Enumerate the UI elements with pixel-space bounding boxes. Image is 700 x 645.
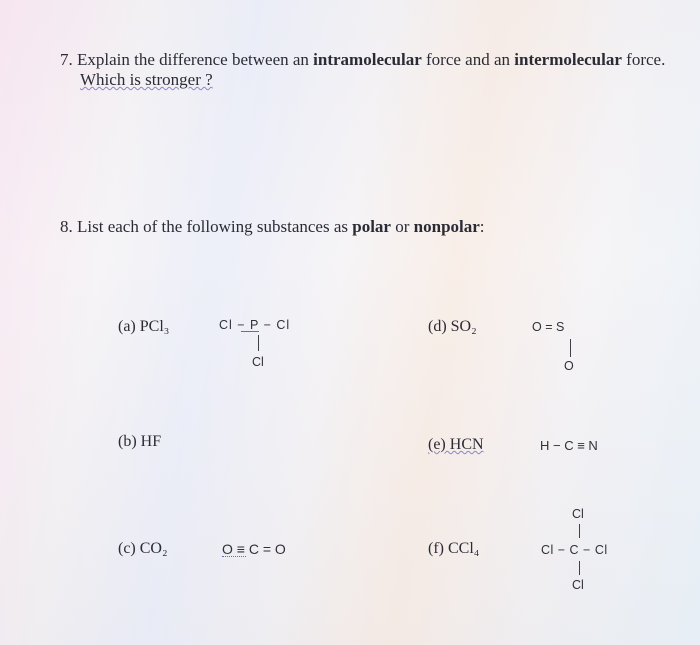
item-a-bond-vertical xyxy=(258,335,259,351)
item-a-structure-bottom: Cl xyxy=(252,355,264,369)
item-e-structure: H − C ≡ N xyxy=(540,438,598,453)
item-a-label: (a) PCl₃ xyxy=(118,318,170,335)
item-f-structure-mid: Cl − C − Cl xyxy=(541,543,608,557)
q7-text-c: force. xyxy=(621,50,666,69)
item-a-structure: Cl − P − Cl xyxy=(219,318,291,332)
item-d-structure-bottom: O xyxy=(564,359,574,373)
q8-polar: polar xyxy=(352,217,391,236)
item-f-structure-top: Cl xyxy=(572,507,584,521)
item-b-label: (b) HF xyxy=(118,433,162,450)
item-f-structure-bottom: Cl xyxy=(572,578,584,592)
q7-intramolecular: intramolecular xyxy=(313,50,422,69)
item-d-structure-top: O = S xyxy=(532,320,565,334)
q8-text-a: List each of the following substances as xyxy=(77,217,353,236)
q7-line2: Which is stronger ? xyxy=(80,70,213,89)
item-f-label: (f) CCl₄ xyxy=(428,540,480,557)
item-f-bond-top xyxy=(579,524,580,538)
item-f-bond-bottom xyxy=(579,561,580,575)
item-c-structure: O ≡ C = O xyxy=(222,541,286,557)
q7-text-b: force and an xyxy=(421,50,515,69)
question-7 xyxy=(60,50,690,90)
question-8 xyxy=(60,217,485,237)
q8-or: or xyxy=(390,217,414,236)
item-d-label: (d) SO₂ xyxy=(428,318,477,335)
q8-colon: : xyxy=(479,217,485,236)
q7-text-a: Explain the difference between an xyxy=(77,50,314,69)
item-c-label: (c) CO₂ xyxy=(118,540,168,557)
item-a-ink-mark xyxy=(241,331,259,332)
q8-number: 8. xyxy=(60,217,73,236)
item-e-label: (e) HCN xyxy=(428,436,484,453)
item-d-bond-vertical xyxy=(570,339,571,357)
item-c-ink-mark xyxy=(222,556,246,557)
q7-number: 7. xyxy=(60,50,73,69)
q8-nonpolar: nonpolar xyxy=(413,217,480,236)
q7-intermolecular: intermolecular xyxy=(514,50,622,69)
